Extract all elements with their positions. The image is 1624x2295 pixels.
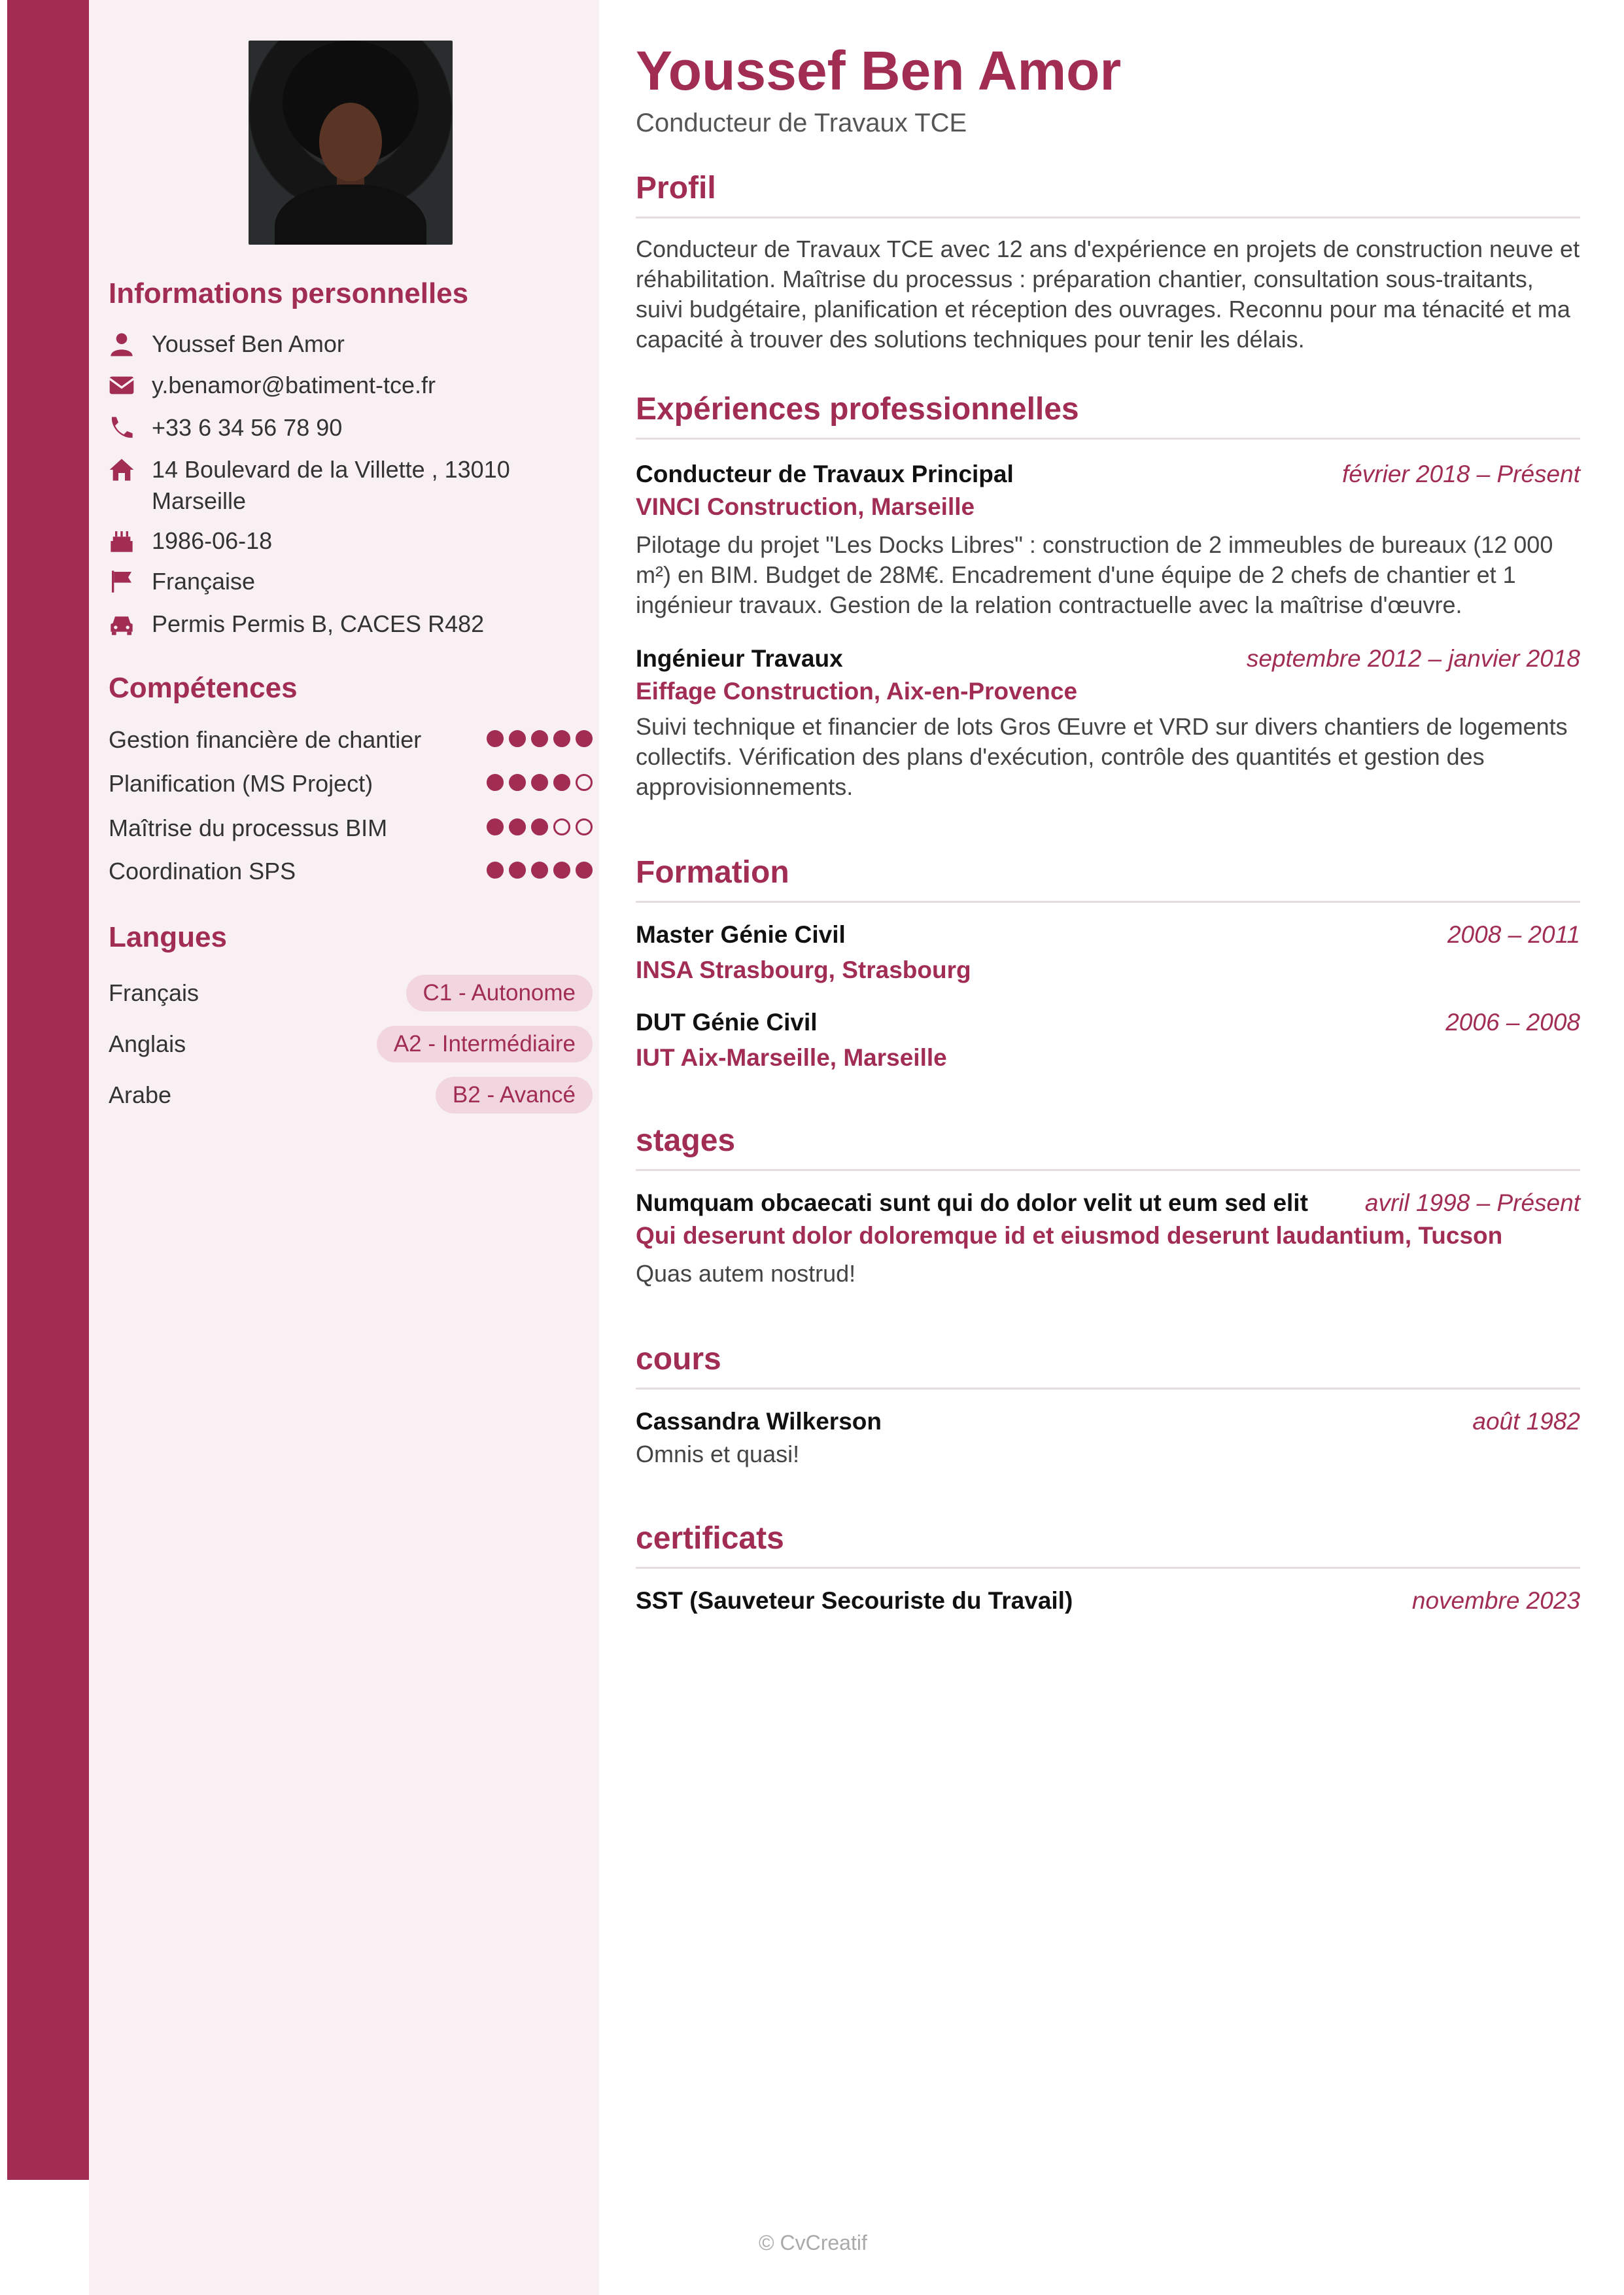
- info-text: 1986-06-18: [152, 527, 273, 554]
- home-icon: [109, 457, 135, 483]
- skill-dot-filled: [509, 862, 526, 879]
- skill-dot-filled: [531, 818, 548, 835]
- experience-date: septembre 2012 – janvier 2018: [1246, 645, 1580, 672]
- skill-dot-filled: [553, 730, 570, 747]
- profile-heading: Profil: [636, 170, 1580, 219]
- skill-dot-filled: [553, 862, 570, 879]
- language-row: [109, 1077, 593, 1113]
- skill-dot-filled: [553, 774, 570, 791]
- experience-title: Ingénieur Travaux: [636, 645, 843, 672]
- experience-description: Pilotage du projet "Les Docks Libres" : construction de 2 immeubles de bureaux (12 000 m²) en BIM. Budget de 28M€. Encadrement d'une équipe de 2 chefs de chantier et 1 ingénieur travaux. Gestion de la relation contractuelle avec la maîtrise d'œuvre.: [636, 531, 1553, 618]
- education-date: 2008 – 2011: [1447, 921, 1580, 948]
- certificate-date: novembre 2023: [1411, 1587, 1580, 1614]
- person-name: Youssef Ben Amor: [636, 40, 1122, 101]
- envelope-icon: [109, 372, 135, 398]
- language-level-badge: A2 - Intermédiaire: [377, 1026, 593, 1062]
- courses-heading: cours: [636, 1341, 1580, 1390]
- skill-dot-filled: [576, 862, 593, 879]
- user-icon: [109, 331, 135, 357]
- education-date: 2006 – 2008: [1445, 1009, 1580, 1036]
- skill-level-dots: [487, 730, 593, 747]
- internship-date: avril 1998 – Présent: [1364, 1189, 1580, 1216]
- skill-dot-filled: [531, 774, 548, 791]
- skill-name: Maîtrise du processus BIM: [109, 815, 388, 841]
- profile-photo: [249, 41, 453, 245]
- education-school: IUT Aix-Marseille, Marseille: [636, 1044, 947, 1071]
- flag-icon: [109, 569, 135, 595]
- internship-company: Qui deserunt dolor doloremque id et eiusmod deserunt laudantium, Tucson: [636, 1222, 1503, 1249]
- skill-name: Gestion financière de chantier: [109, 726, 422, 753]
- accent-stripe: [7, 0, 89, 2180]
- certificate-title: SST (Sauveteur Secouriste du Travail): [636, 1587, 1073, 1614]
- skill-row: [109, 812, 593, 845]
- language-level-badge: C1 - Autonome: [406, 975, 593, 1011]
- course-title: Cassandra Wilkerson: [636, 1408, 882, 1435]
- languages-heading: Langues: [109, 921, 227, 953]
- skill-dot-filled: [509, 818, 526, 835]
- skill-dot-filled: [576, 730, 593, 747]
- skill-dot-filled: [509, 730, 526, 747]
- car-icon: [109, 611, 135, 637]
- birthday-cake-icon: [109, 528, 135, 554]
- certificates-heading: certificats: [636, 1520, 1580, 1569]
- language-name: Anglais: [109, 1030, 186, 1057]
- info-text: Française: [152, 568, 256, 595]
- experience-title: Conducteur de Travaux Principal: [636, 461, 1014, 487]
- skill-dot-filled: [487, 862, 504, 879]
- skill-dot-filled: [487, 774, 504, 791]
- info-text: y.benamor@batiment-tce.fr: [152, 372, 436, 398]
- internships-heading: stages: [636, 1123, 1580, 1171]
- skill-row: [109, 724, 593, 756]
- experience-description: Suivi technique et financier de lots Gros Œuvre et VRD sur divers chantiers de logements collectifs. Vérification des plans d'exécution, contrôle des quantités et gestion des approvisionnements.: [636, 713, 1568, 800]
- info-text: 14 Boulevard de la Villette , 13010 Marseille: [152, 456, 510, 514]
- internship-description: Quas autem nostrud!: [636, 1260, 856, 1287]
- experience-heading: Expériences professionnelles: [636, 391, 1580, 440]
- skills-heading: Compétences: [109, 672, 298, 704]
- skill-dot-filled: [531, 730, 548, 747]
- phone-icon: [109, 415, 135, 441]
- info-text: Youssef Ben Amor: [152, 330, 345, 357]
- education-school: INSA Strasbourg, Strasbourg: [636, 956, 971, 983]
- skill-dot-empty: [553, 818, 570, 835]
- info-text: +33 6 34 56 78 90: [152, 414, 343, 441]
- education-title: Master Génie Civil: [636, 921, 846, 948]
- skill-dot-filled: [509, 774, 526, 791]
- skill-level-dots: [487, 862, 593, 879]
- experience-date: février 2018 – Présent: [1341, 461, 1580, 487]
- education-heading: Formation: [636, 854, 1580, 903]
- language-row: [109, 975, 593, 1011]
- skill-level-dots: [487, 818, 593, 835]
- internship-title: Numquam obcaecati sunt qui do dolor velit ut eum sed elit: [636, 1189, 1308, 1216]
- skill-row: [109, 855, 593, 888]
- footer-credit: © CvCreatif: [759, 2231, 867, 2254]
- skill-dot-filled: [487, 818, 504, 835]
- skill-name: Coordination SPS: [109, 858, 296, 885]
- info-heading: Informations personnelles: [109, 277, 469, 309]
- language-level-badge: B2 - Avancé: [436, 1077, 593, 1113]
- skill-dot-empty: [576, 774, 593, 791]
- skill-dot-filled: [531, 862, 548, 879]
- info-text: Permis Permis B, CACES R482: [152, 610, 485, 637]
- course-description: Omnis et quasi!: [636, 1441, 800, 1467]
- skill-name: Planification (MS Project): [109, 770, 373, 797]
- profile-text: Conducteur de Travaux TCE avec 12 ans d'expérience en projets de construction neuve et réhabilitation. Maîtrise du processus : préparation chantier, consultation sous-traitants, suivi budgétaire, planification et réception des ouvrages. Reconnu pour ma ténacité et ma capacité à trouver des solutions techniques pour tenir les délais.: [636, 236, 1580, 353]
- experience-company: VINCI Construction, Marseille: [636, 493, 975, 520]
- education-title: DUT Génie Civil: [636, 1009, 818, 1036]
- skill-row: [109, 767, 593, 800]
- experience-company: Eiffage Construction, Aix-en-Provence: [636, 678, 1078, 705]
- language-name: Arabe: [109, 1081, 172, 1108]
- skill-dot-filled: [487, 730, 504, 747]
- course-date: août 1982: [1472, 1408, 1580, 1435]
- language-name: Français: [109, 979, 199, 1006]
- person-title: Conducteur de Travaux TCE: [636, 109, 967, 137]
- skill-dot-empty: [576, 818, 593, 835]
- skill-level-dots: [487, 774, 593, 791]
- language-row: [109, 1026, 593, 1062]
